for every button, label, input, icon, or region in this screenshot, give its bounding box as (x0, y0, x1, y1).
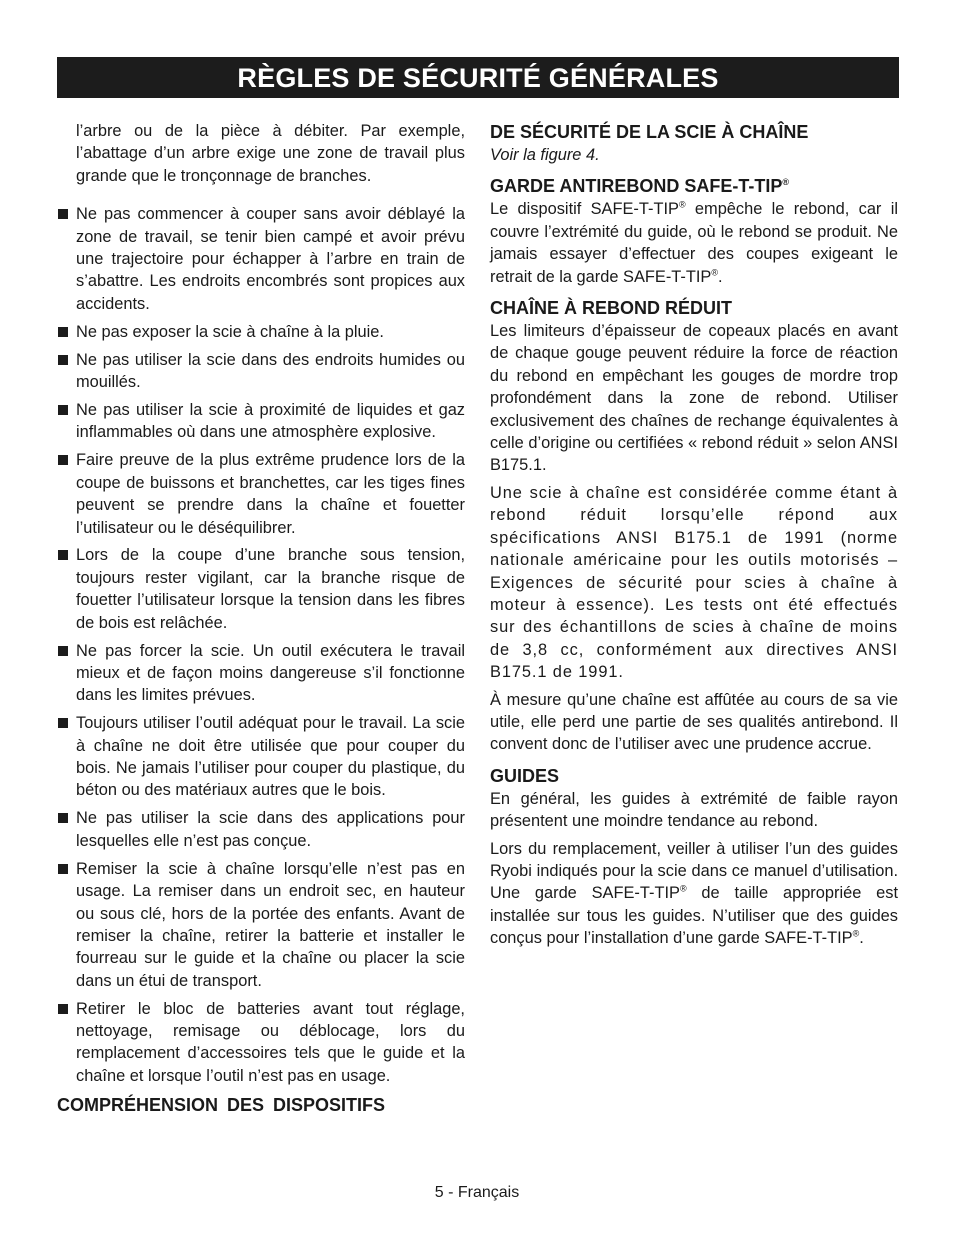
registered-mark: ® (852, 928, 860, 939)
paragraph-chain-1: Les limiteurs d’épaisseur de copeaux placés en avant de chaque gouge peuvent réduire la force de réaction du rebond en empêchant les gouges de mordre trop profondément dans la zone de rebond. Utiliser exclusivement des chaînes de rechange équivalentes à celle d’origine ou certifiées « rebond réduit » selon ANSI B175.1. (490, 322, 898, 475)
bullet-item: Ne pas utiliser la scie à proximité de liquides et gaz inflammables où dans une atmosphère explosive. (57, 399, 465, 444)
section-heading-devices-continued: DE SÉCURITÉ DE LA SCIE À CHAÎNE (490, 122, 809, 142)
bullet-item: Remiser la scie à chaîne lorsqu’elle n’est pas en usage. La remiser dans un endroit sec, en hauteur ou sous clé, hors de la portée des enfants. Avant de remiser la chaîne, retirer la batterie et installer le fourreau sur le guide et la chaîne ou placer la scie dans un étui de transport. (57, 858, 465, 992)
page-number: 5 - Français (434, 1184, 520, 1201)
paragraph-guides-1: En général, les guides à extrémité de faible rayon présentent une moindre tendance au rebond. (490, 789, 898, 831)
heading-guides: GUIDES (490, 765, 560, 786)
bullet-item: Retirer le bloc de batteries avant tout réglage, nettoyage, remisage ou déblocage, lors du remplacement d’accessoires tels que le guide et la chaîne et lorsque l’outil n’est pas en usage. (57, 998, 465, 1088)
text-run: de taille appropriée est installée sur tous les guides. N’utiliser que des guides conçus pour l’installation d’une garde SAFE-T-TIP (490, 884, 899, 948)
paragraph-chain-3: À mesure qu’une chaîne est affûtée au cours de sa vie utile, elle perd une partie de ses qualités antirebond. Il convent donc de l’utiliser avec une prudence accrue. (490, 690, 898, 754)
heading-safe-t-tip (490, 174, 898, 198)
bullet-item: Ne pas forcer la scie. Un outil exécutera le travail mieux et de façon moins dangereuse s’il fonctionne dans les limites prévues. (57, 640, 465, 707)
bullet-item: Ne pas commencer à couper sans avoir déblayé la zone de travail, se tenir bien campé et avoir prévu une trajectoire pour échapper à l’arbre en train de s’abattre. Les endroits encombrés sont propices aux accidents. (57, 203, 465, 315)
bullet-item: Lors de la coupe d’une branche sous tension, toujours rester vigilant, car la branche risque de fouetter l’utilisateur lorsque la tension dans les fibres de bois est relâchée. (57, 544, 465, 634)
safety-bullet-list (57, 203, 465, 1087)
left-column (57, 120, 465, 1117)
text-run: Le dispositif SAFE-T-TIP (490, 200, 679, 219)
registered-mark: ® (679, 883, 687, 894)
text-run: Lors du remplacement, veiller à utiliser l’un des guides Ryobi indiqués pour la scie dans ce manuel d’utilisation. Une garde SAFE-T-TIP (490, 839, 898, 903)
page-title-banner (57, 57, 899, 98)
bullet-item: Ne pas utiliser la scie dans des applications pour lesquelles elle n’est pas conçue. (57, 807, 465, 852)
bullet-item: Toujours utiliser l’outil adéquat pour le travail. La scie à chaîne ne doit être utilisée que pour couper du bois. Ne jamais l’utiliser pour couper du plastique, du béton ou des matériaux autres que le bois. (57, 712, 465, 802)
paragraph-guides-2 (490, 838, 898, 950)
continued-text: l’arbre ou de la pièce à débiter. Par exemple, l’abattage d’un arbre exige une zone de travail plus grande que le tronçonnage de branches. (76, 122, 465, 185)
heading-safe-t-tip-text: GARDE ANTIREBOND SAFE-T-TIP (490, 176, 783, 197)
right-column (490, 120, 898, 955)
bullet-item: Ne pas utiliser la scie dans des endroits humides ou mouillés. (57, 349, 465, 394)
text-run: . (859, 929, 864, 948)
figure-reference: Voir la figure 4. (490, 146, 600, 164)
bullet-item: Ne pas exposer la scie à chaîne à la pluie. (57, 321, 465, 343)
bullet-item: Faire preuve de la plus extrême prudence lors de la coupe de buissons et branchettes, car les tiges fines peuvent se prendre dans la chaîne et fouetter l’utilisateur ou le déséquilibrer. (57, 449, 465, 539)
paragraph-chain-2: Une scie à chaîne est considérée comme étant à rebond réduit lorsqu’elle répond aux spécifications ANSI B175.1 de 1991 (norme nationale américaine pour les outils motorisés – Exigences de sécurité pour scies à chaîne à moteur à essence). Les tests ont été effectués sur des échantillons de scies à chaîne de moins de 3,8 cc, conformément aux directives ANSI B175.1 de 1991. (490, 483, 898, 682)
registered-mark: ® (782, 177, 789, 188)
page-title: RÈGLES DE SÉCURITÉ GÉNÉRALES (237, 63, 719, 93)
registered-mark: ® (678, 199, 686, 210)
text-run: empêche le rebond, car il couvre l’extrémité du guide, où le rebond se produit. Ne jamais essayer d’effectuer des coupes exigeant le retrait de la garde SAFE-T-TIP (490, 200, 898, 286)
heading-reduced-kickback-chain: CHAÎNE À REBOND RÉDUIT (490, 298, 733, 319)
paragraph-safe-t-tip (490, 198, 898, 288)
registered-mark: ® (711, 267, 718, 278)
text-run: . (718, 267, 723, 286)
section-heading-devices: COMPRÉHENSION DES DISPOSITIFS (57, 1095, 386, 1116)
